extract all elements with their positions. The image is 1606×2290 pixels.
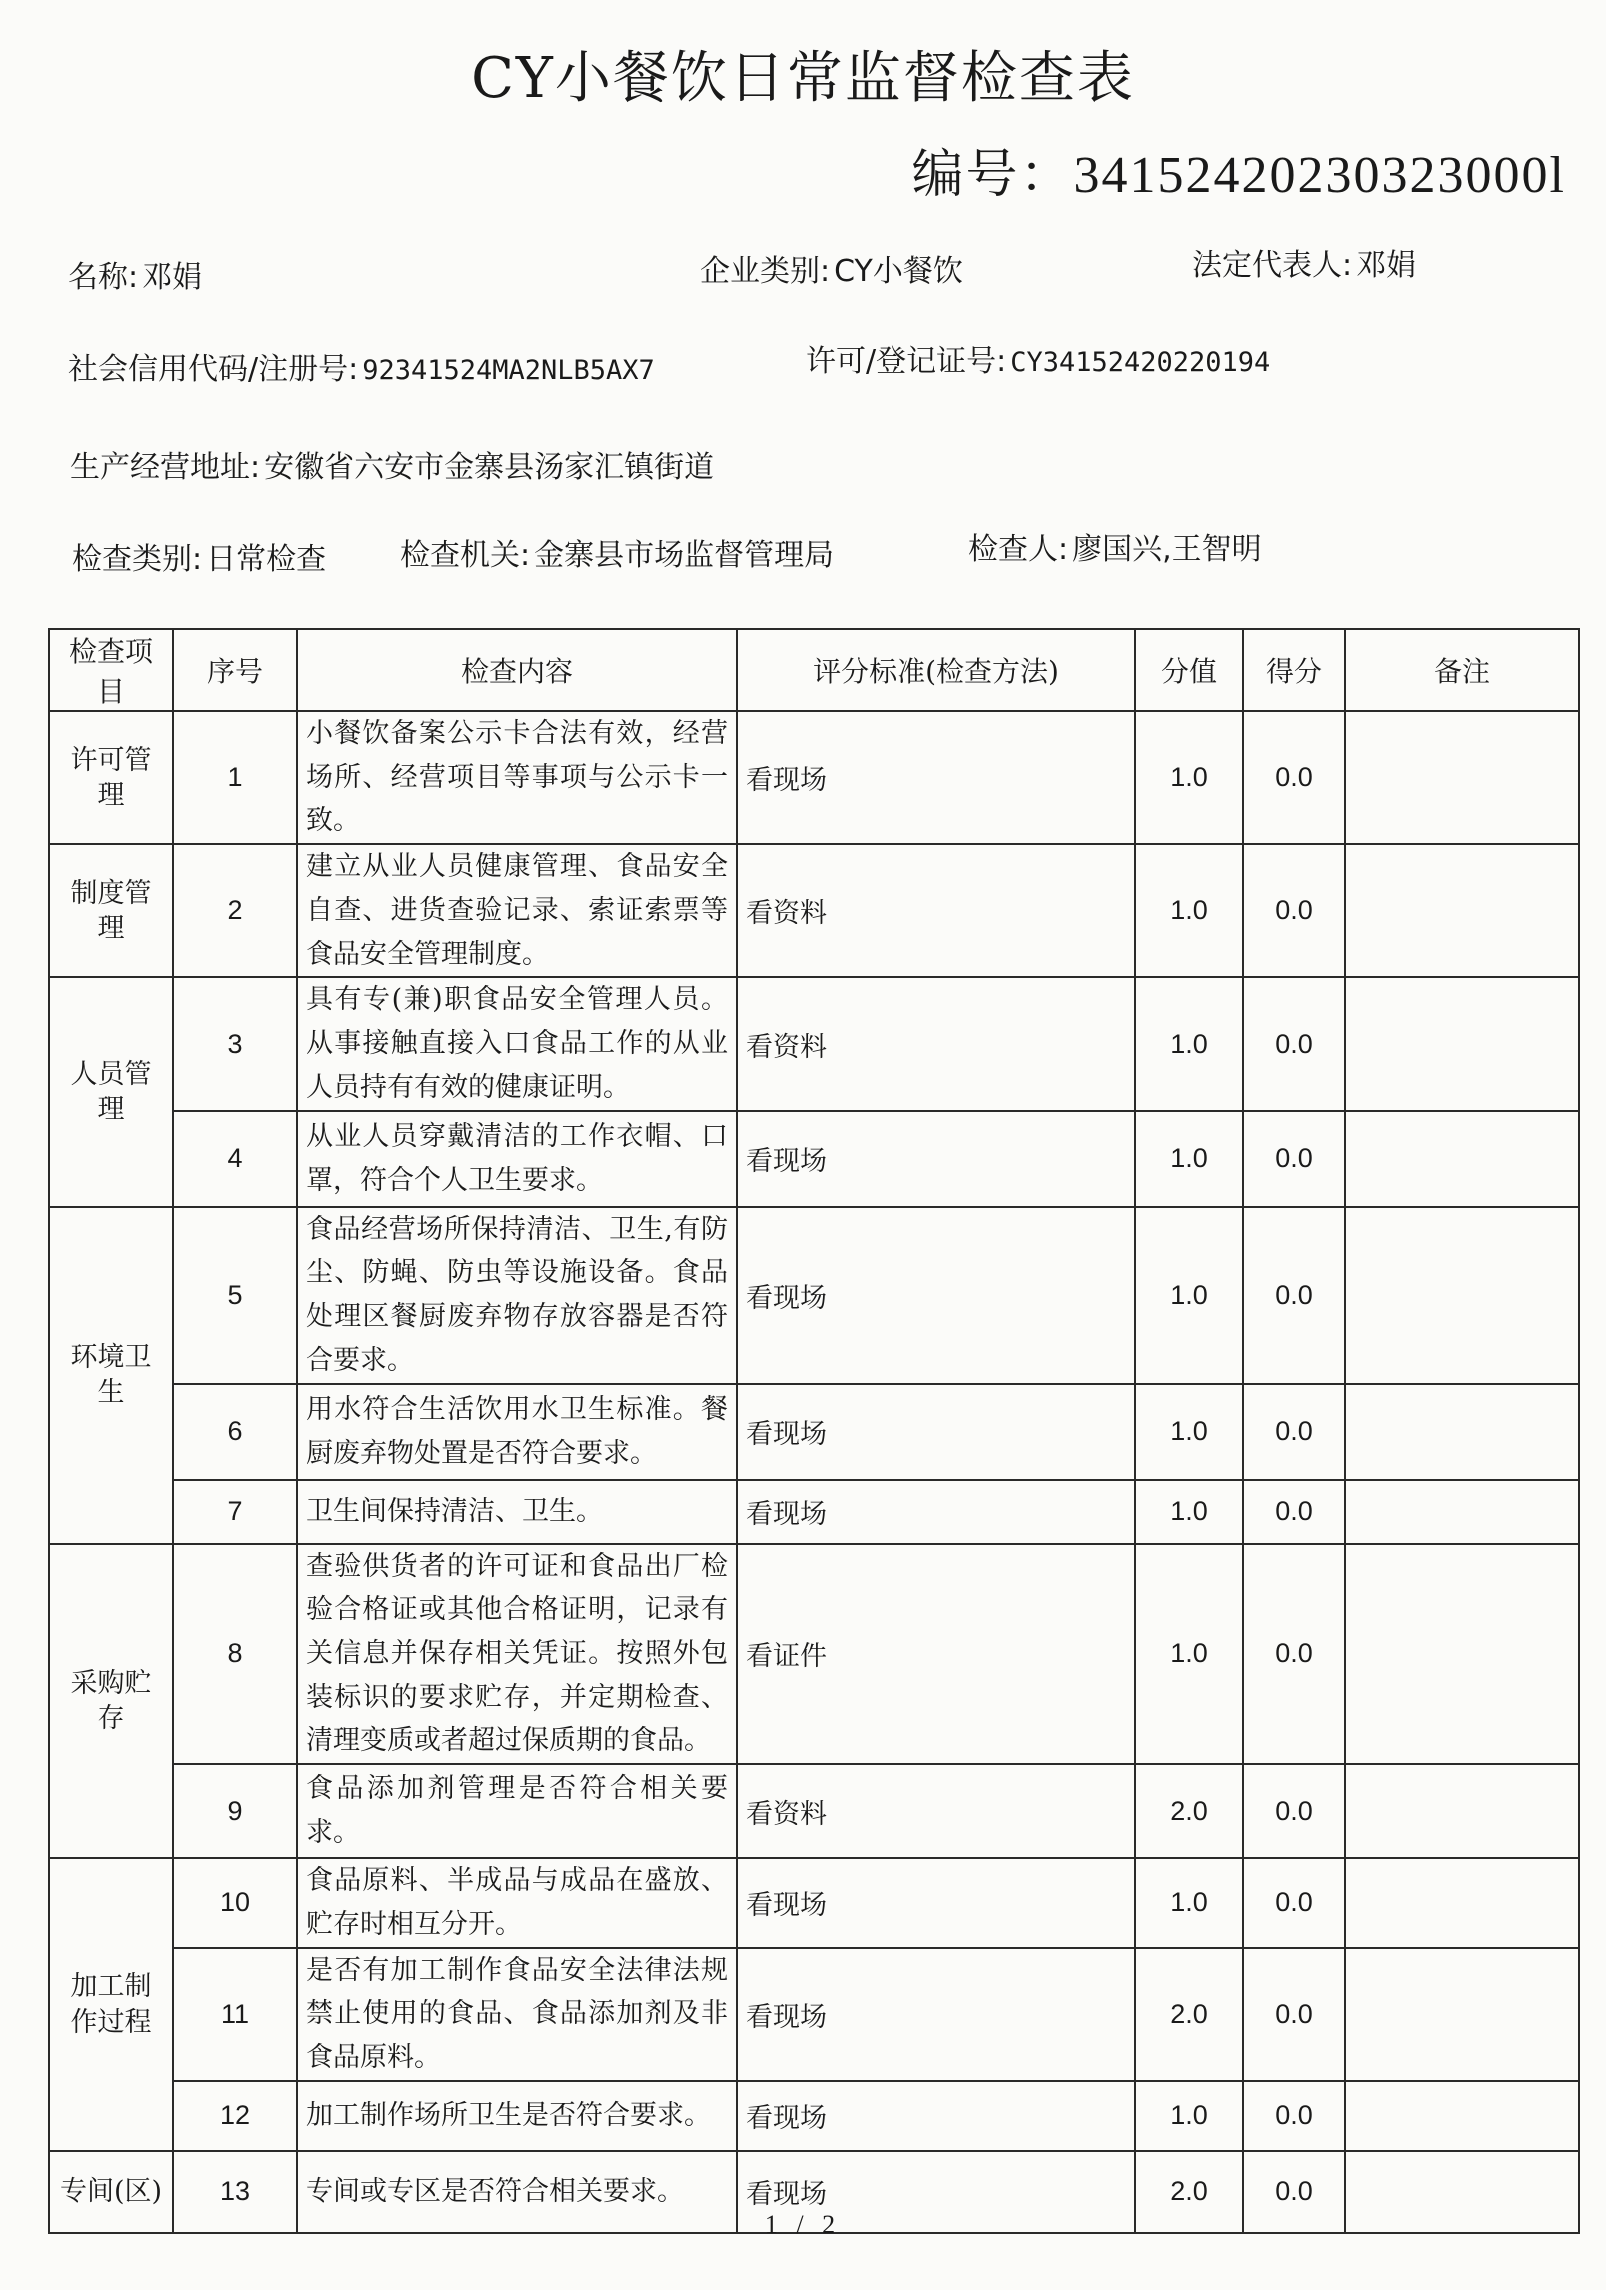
inspection-table xyxy=(48,628,1580,2234)
row-note xyxy=(1345,1858,1579,1947)
field-credit-code xyxy=(68,344,655,388)
category-cell: 加工制作过程 xyxy=(49,1858,173,2151)
table-row xyxy=(49,1111,1579,1207)
row-note xyxy=(1345,711,1579,844)
field-legal-rep-value: 邓娟 xyxy=(1356,248,1417,283)
field-inspection-agency-value: 金寨县市场监督管理局 xyxy=(534,538,835,573)
row-number: 6 xyxy=(173,1384,297,1480)
table-row xyxy=(49,1544,1579,1765)
table-row xyxy=(49,2081,1579,2151)
row-note xyxy=(1345,977,1579,1110)
row-number: 11 xyxy=(173,1948,297,2081)
row-score: 1.0 xyxy=(1135,2081,1243,2151)
row-method: 看现场 xyxy=(737,1480,1135,1544)
row-score: 1.0 xyxy=(1135,1207,1243,1384)
row-method: 看现场 xyxy=(737,2081,1135,2151)
page-indicator: 1 / 2 xyxy=(764,2210,842,2239)
field-inspectors xyxy=(968,524,1262,568)
row-content: 具有专(兼)职食品安全管理人员。从事接触直接入口食品工作的从业人员持有有效的健康证明。 xyxy=(297,977,737,1110)
row-number: 9 xyxy=(173,1764,297,1858)
row-note xyxy=(1345,1480,1579,1544)
row-got: 0.0 xyxy=(1243,1111,1345,1207)
row-content: 是否有加工制作食品安全法律法规禁止使用的食品、食品添加剂及非食品原料。 xyxy=(297,1948,737,2081)
table-row xyxy=(49,977,1579,1110)
category-cell: 采购贮存 xyxy=(49,1544,173,1859)
row-got: 0.0 xyxy=(1243,711,1345,844)
row-got: 0.0 xyxy=(1243,1948,1345,2081)
header-content: 检查内容 xyxy=(297,629,737,711)
row-number: 13 xyxy=(173,2151,297,2233)
field-credit-code-value: 92341524MA2NLB5AX7 xyxy=(362,355,655,386)
row-score: 1.0 xyxy=(1135,844,1243,977)
header-item: 检查项目 xyxy=(49,629,173,711)
row-method: 看现场 xyxy=(737,1111,1135,1207)
row-content: 专间或专区是否符合相关要求。 xyxy=(297,2151,737,2233)
row-note xyxy=(1345,1207,1579,1384)
header-standard: 评分标准(检查方法) xyxy=(737,629,1135,711)
category-cell: 制度管理 xyxy=(49,844,173,977)
field-enterprise-type-label: 企业类别: xyxy=(700,254,831,289)
row-score: 2.0 xyxy=(1135,2151,1243,2233)
header-score: 分值 xyxy=(1135,629,1243,711)
row-note xyxy=(1345,1544,1579,1765)
row-method: 看现场 xyxy=(737,1858,1135,1947)
document-number-label: 编号： xyxy=(911,147,1074,204)
row-got: 0.0 xyxy=(1243,1764,1345,1858)
table-row xyxy=(49,1948,1579,2081)
field-inspection-type-label: 检查类别: xyxy=(72,542,203,577)
row-got: 0.0 xyxy=(1243,1480,1345,1544)
row-note xyxy=(1345,1384,1579,1480)
field-name-label: 名称: xyxy=(68,260,139,295)
field-inspection-agency xyxy=(400,530,834,574)
row-score: 1.0 xyxy=(1135,1544,1243,1765)
row-score: 1.0 xyxy=(1135,1111,1243,1207)
row-note xyxy=(1345,1948,1579,2081)
row-method: 看现场 xyxy=(737,1384,1135,1480)
field-inspection-type xyxy=(72,534,326,578)
field-enterprise-type xyxy=(700,246,963,290)
row-content: 建立从业人员健康管理、食品安全自查、进货查验记录、索证索票等食品安全管理制度。 xyxy=(297,844,737,977)
field-inspectors-label: 检查人: xyxy=(968,532,1069,567)
field-inspection-agency-label: 检查机关: xyxy=(400,538,531,573)
row-note xyxy=(1345,2081,1579,2151)
row-method: 看现场 xyxy=(737,711,1135,844)
header-note: 备注 xyxy=(1345,629,1579,711)
table-row xyxy=(49,1384,1579,1480)
field-inspectors-value: 廖国兴,王智明 xyxy=(1072,532,1262,567)
row-got: 0.0 xyxy=(1243,2081,1345,2151)
row-number: 10 xyxy=(173,1858,297,1947)
row-number: 8 xyxy=(173,1544,297,1765)
category-cell: 专间(区) xyxy=(49,2151,173,2233)
row-got: 0.0 xyxy=(1243,1384,1345,1480)
row-got: 0.0 xyxy=(1243,1858,1345,1947)
row-content: 用水符合生活饮用水卫生标准。餐厨废弃物处置是否符合要求。 xyxy=(297,1384,737,1480)
row-content: 食品原料、半成品与成品在盛放、贮存时相互分开。 xyxy=(297,1858,737,1947)
row-number: 5 xyxy=(173,1207,297,1384)
field-enterprise-type-value: CY小餐饮 xyxy=(834,254,963,289)
row-method: 看资料 xyxy=(737,844,1135,977)
row-content: 从业人员穿戴清洁的工作衣帽、口罩，符合个人卫生要求。 xyxy=(297,1111,737,1207)
field-name-value: 邓娟 xyxy=(142,260,203,295)
row-score: 2.0 xyxy=(1135,1948,1243,2081)
row-method: 看现场 xyxy=(737,2151,1135,2233)
field-address xyxy=(70,442,714,486)
field-address-label: 生产经营地址: xyxy=(70,450,261,485)
field-legal-rep-label: 法定代表人: xyxy=(1192,248,1353,283)
table-row xyxy=(49,1764,1579,1858)
header-got: 得分 xyxy=(1243,629,1345,711)
row-score: 1.0 xyxy=(1135,1858,1243,1947)
row-got: 0.0 xyxy=(1243,844,1345,977)
table-row xyxy=(49,1480,1579,1544)
table-header-row xyxy=(49,629,1579,711)
field-name xyxy=(68,252,202,296)
row-content: 卫生间保持清洁、卫生。 xyxy=(297,1480,737,1544)
document-number xyxy=(912,132,1566,207)
row-score: 1.0 xyxy=(1135,711,1243,844)
row-score: 1.0 xyxy=(1135,1384,1243,1480)
field-address-value: 安徽省六安市金寨县汤家汇镇街道 xyxy=(264,450,715,485)
row-got: 0.0 xyxy=(1243,2151,1345,2233)
field-legal-rep xyxy=(1192,240,1416,284)
row-content: 小餐饮备案公示卡合法有效，经营场所、经营项目等事项与公示卡一致。 xyxy=(297,711,737,844)
row-number: 2 xyxy=(173,844,297,977)
field-credit-code-label: 社会信用代码/注册号: xyxy=(68,352,359,387)
table-row xyxy=(49,1207,1579,1384)
field-inspection-type-value: 日常检查 xyxy=(206,542,327,577)
row-content: 食品添加剂管理是否符合相关要求。 xyxy=(297,1764,737,1858)
row-score: 1.0 xyxy=(1135,1480,1243,1544)
row-note xyxy=(1345,844,1579,977)
row-note xyxy=(1345,1764,1579,1858)
category-cell: 人员管理 xyxy=(49,977,173,1206)
row-number: 1 xyxy=(173,711,297,844)
table-row xyxy=(49,1858,1579,1947)
field-license-no-value: CY34152420220194 xyxy=(1010,347,1271,378)
table-row xyxy=(49,844,1579,977)
row-content: 加工制作场所卫生是否符合要求。 xyxy=(297,2081,737,2151)
field-license-no xyxy=(806,336,1270,380)
row-score: 2.0 xyxy=(1135,1764,1243,1858)
header-no: 序号 xyxy=(173,629,297,711)
row-method: 看现场 xyxy=(737,1207,1135,1384)
category-cell: 许可管理 xyxy=(49,711,173,844)
table-row xyxy=(49,711,1579,844)
row-got: 0.0 xyxy=(1243,1544,1345,1765)
row-note xyxy=(1345,1111,1579,1207)
row-content: 查验供货者的许可证和食品出厂检验合格证或其他合格证明，记录有关信息并保存相关凭证。按照外包装标识的要求贮存，并定期检查、清理变质或者超过保质期的食品。 xyxy=(297,1544,737,1765)
row-number: 12 xyxy=(173,2081,297,2151)
row-method: 看资料 xyxy=(737,1764,1135,1858)
row-number: 7 xyxy=(173,1480,297,1544)
row-got: 0.0 xyxy=(1243,977,1345,1110)
row-content: 食品经营场所保持清洁、卫生,有防尘、防蝇、防虫等设施设备。食品处理区餐厨废弃物存放容器是否符合要求。 xyxy=(297,1207,737,1384)
form-title: CY小餐饮日常监督检查表 xyxy=(471,46,1135,111)
row-method: 看现场 xyxy=(737,1948,1135,2081)
row-score: 1.0 xyxy=(1135,977,1243,1110)
row-number: 3 xyxy=(173,977,297,1110)
row-number: 4 xyxy=(173,1111,297,1207)
category-cell: 环境卫生 xyxy=(49,1207,173,1544)
row-method: 看资料 xyxy=(737,977,1135,1110)
row-method: 看证件 xyxy=(737,1544,1135,1765)
field-license-no-label: 许可/登记证号: xyxy=(806,344,1007,379)
row-got: 0.0 xyxy=(1243,1207,1345,1384)
document-number-value: 34152420230323000l xyxy=(1073,147,1566,204)
